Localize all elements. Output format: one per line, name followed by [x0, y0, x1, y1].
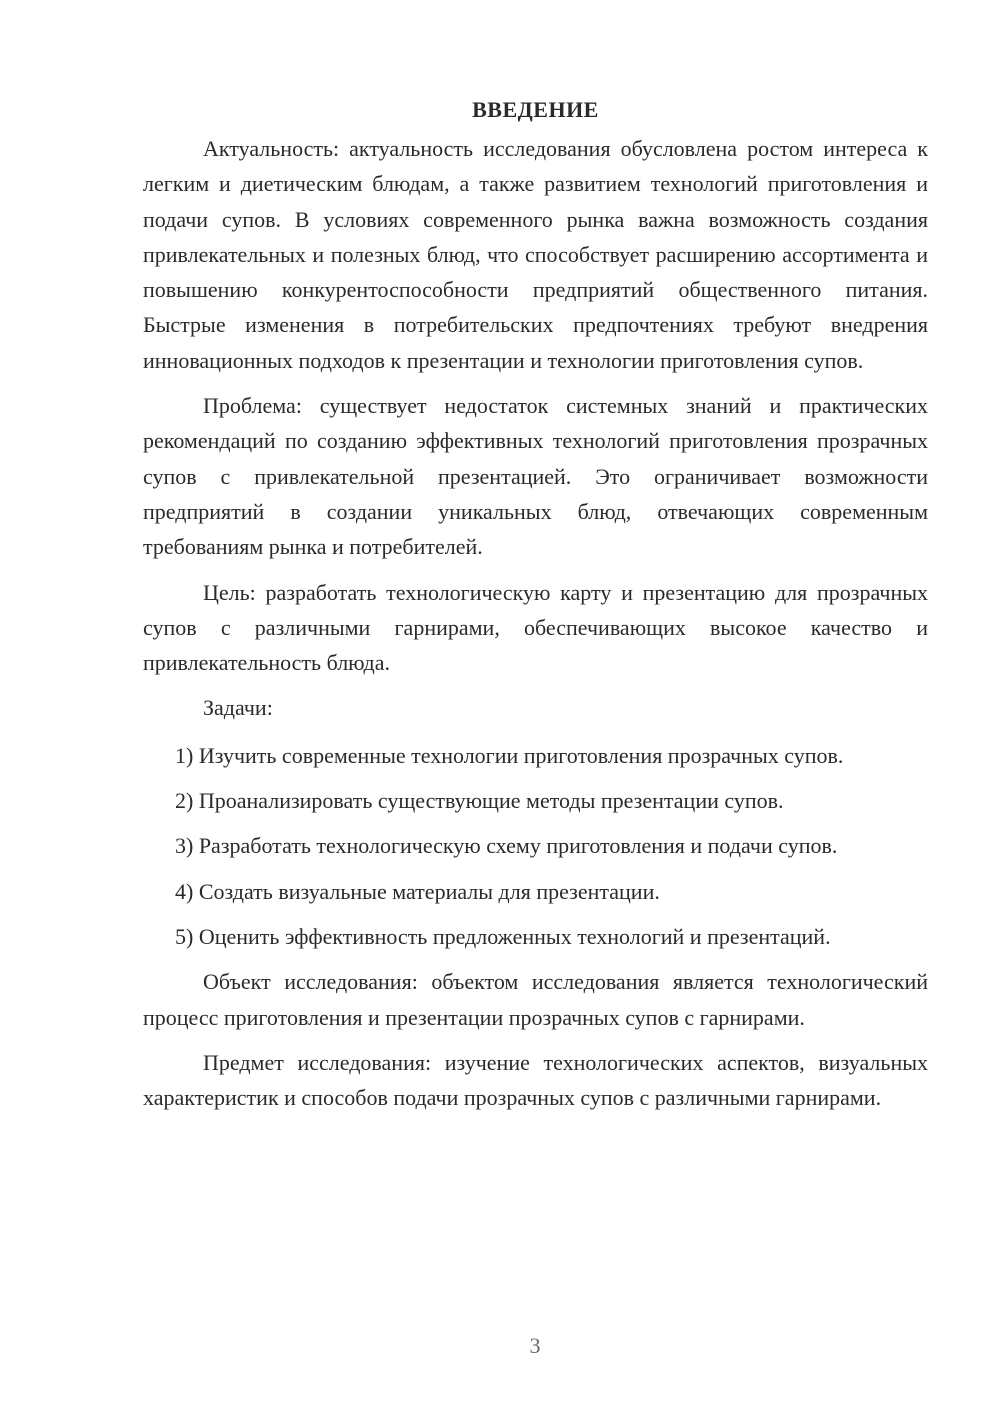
page-title: ВВЕДЕНИЕ: [472, 97, 599, 122]
document-page: [143, 95, 928, 1125]
tasks-label: Задачи:: [203, 695, 273, 721]
task-item: 3) Разработать технологическую схему приготовления и подачи супов.: [175, 833, 838, 859]
page-number: 3: [529, 1333, 541, 1358]
paragraph-subject: Предмет исследования: изучение технологических аспектов, визуальных характеристик и способов подачи прозрачных супов с различными гарнирами.: [143, 1049, 928, 1111]
paragraph-relevance: Актуальность: актуальность исследования обусловлена ростом интереса к легким и диетическим блюдам, а также развитием технологий приготовления и подачи супов. В условиях современного рынка важна возможность создания привлекательных и полезных блюд, что способствует расширению ассортимента и повышению конкурентоспособности предприятий общественного питания. Быстрые изменения в потребительских предпочтениях требуют внедрения инновационных подходов к презентации и технологии приготовления супов.: [143, 136, 928, 373]
paragraph-object: Объект исследования: объектом исследования является технологический процесс приготовления и презентации прозрачных супов с гарнирами.: [143, 969, 928, 1030]
task-item: 4) Создать визуальные материалы для презентации.: [175, 878, 660, 904]
task-item: 1) Изучить современные технологии приготовления прозрачных супов.: [175, 742, 844, 768]
task-item: 2) Проанализировать существующие методы презентации супов.: [175, 788, 784, 814]
paragraph-goal: Цель: разработать технологическую карту и презентацию для прозрачных супов с различными гарнирами, обеспечивающих высокое качество и привлекательность блюда.: [143, 579, 928, 676]
task-item: 5) Оценить эффективность предложенных технологий и презентаций.: [175, 923, 831, 949]
paragraph-problem: Проблема: существует недостаток системных знаний и практических рекомендаций по созданию эффективных технологий приготовления прозрачных супов с привлекательной презентацией. Это ограничивает возможности предприятий в создании уникальных блюд, отвечающих современным требованиям рынка и потребителей.: [143, 393, 928, 560]
